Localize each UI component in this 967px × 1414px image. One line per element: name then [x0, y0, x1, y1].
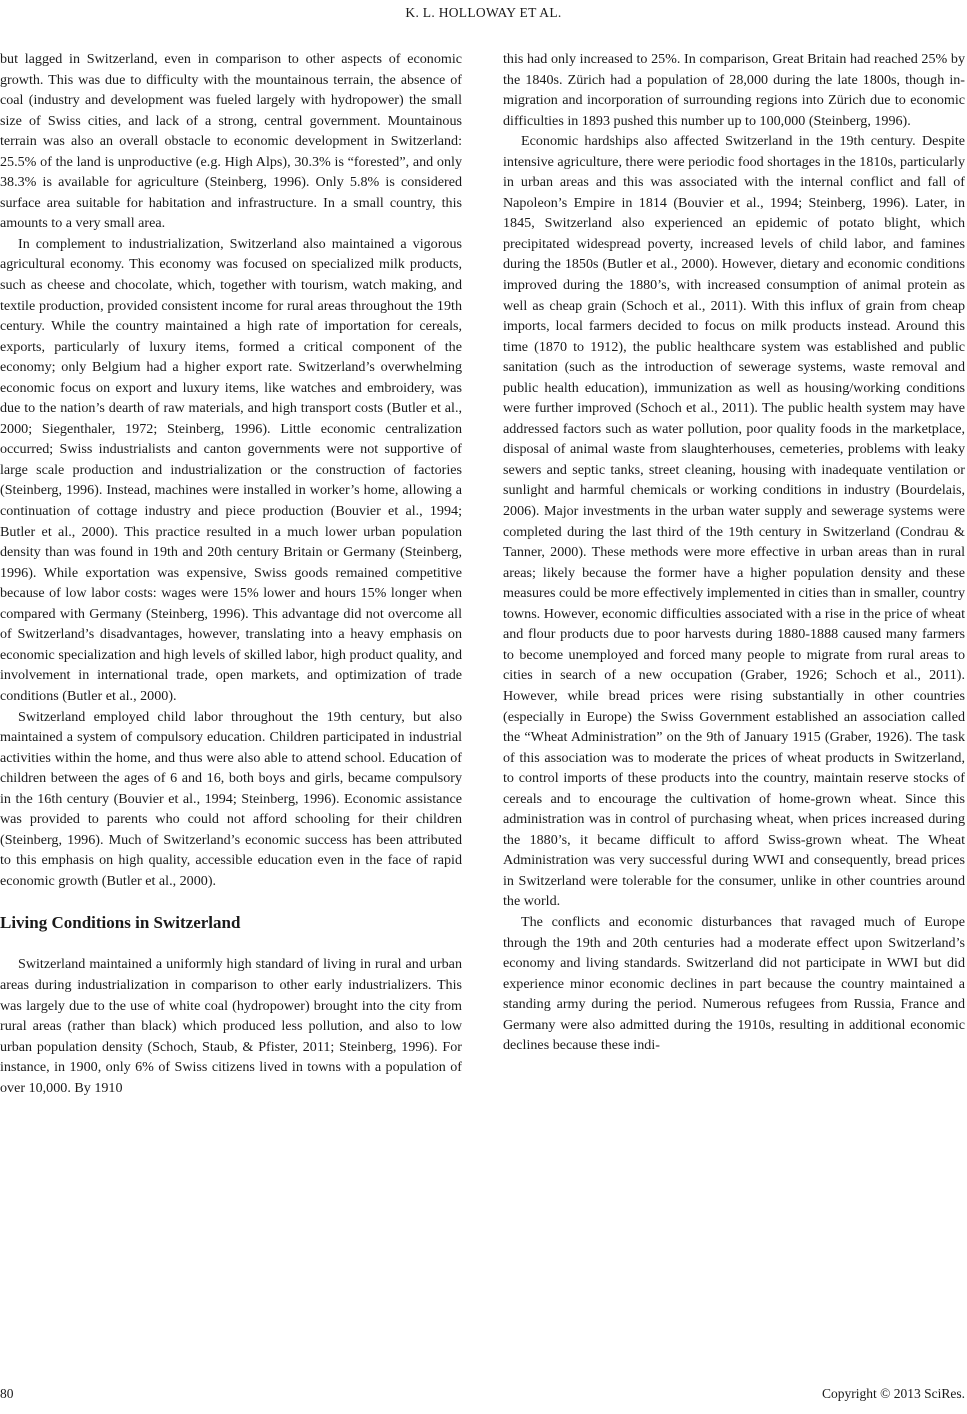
paragraph: this had only increased to 25%. In comparison, Great Britain had reached 25% by the 1840s. Zürich had a population of 28,000 during the late 1800s, though in-migration and incorporation of surrounding regions into Zürich due to economic difficulties in 1893 pushed this number up to 100,000 (Steinberg, 1996). — [503, 51, 965, 129]
page-number: 80 — [0, 1386, 14, 1401]
paragraph: In complement to industrialization, Switzerland also maintained a vigorous agricultural economy. This economy was focused on specialized milk products, such as cheese and chocolate, which, together with tourism, watch making, and textile production, provided consistent income for rural areas throughout the 19th century. While the country maintained a high rate of importation for cereals, exports, particularly of luxury items, formed a critical component of the economy; only Belgium had a higher export rate. Switzerland’s overwhelming economic focus on export and luxury items, like watches and embroidery, was due to the nation’s dearth of raw materials, and high transport costs (Butler et al., 2000; Siegenthaler, 1972; Steinberg, 1996). Little economic centralization occurred; Swiss industrialists and canton governments were not supportive of large scale production and industrialization or the construction of factories (Steinberg, 1996). Instead, machines were installed in worker’s home, allowing a continuation of cottage industry and piece production (Bouvier et al., 1994; Butler et al., 2000). This practice resulted in a much lower urban population density than was found in 19th and 20th century Britain or Germany (Steinberg, 1996). While exportation was expensive, Swiss goods remained competitive because of low labor costs: wages were 15% lower and hours 15% longer when compared with Germany (Steinberg, 1996). This advantage did not overcome all of Switzerland’s disadvantages, however, translating into a heavy emphasis on economic specialization and high levels of skilled labor, high product quality, and involvement in international trade, open markets, and optimization of trade conditions (Butler et al., 2000). — [0, 235, 462, 704]
running-head: K. L. HOLLOWAY ET AL. — [405, 5, 562, 20]
copyright-notice: Copyright © 2013 SciRes. — [821, 1386, 965, 1401]
paragraph: but lagged in Switzerland, even in comparison to other aspects of economic growth. This was due to difficulty with the mountainous terrain, the absence of coal (industry and development was fueled largely with hydropower) the small size of Swiss cities, and lack of a strong, central government. Mountainous terrain was also an overall obstacle to economic development in Switzerland: 25.5% of the land is unproductive (e.g. High Alps), 30.3% is “forested”, and only 38.3% is available for agriculture (Steinberg, 1996). Only 5.8% is considered surface area suitable for habitation and infrastructure. In a small country, this amounts to a very small area. — [0, 51, 462, 232]
paragraph: Switzerland maintained a uniformly high standard of living in rural and urban areas during industrialization in comparison to other early industrializers. This was largely due to the use of white coal (hydropower) brought into the city from rural areas (rather than black) which produced less pollution, and also to low urban population density (Schoch, Staub, & Pfister, 2011; Steinberg, 1996). For instance, in 1900, only 6% of Swiss citizens lived in towns with a population of over 10,000. By 1910 — [0, 956, 462, 1096]
section-heading: Living Conditions in Switzerland — [0, 913, 241, 933]
left-column — [0, 49, 462, 1098]
paragraph: Switzerland employed child labor throughout the 19th century, but also maintained a system of compulsory education. Children participated in industrial activities within the home, and thus were also able to attend school. Education of children between the ages of 6 and 16, both boys and girls, became compulsory in the 16th century (Bouvier et al., 1994; Steinberg, 1996). Economic assistance was provided to parents who could not afford schooling for their children (Steinberg, 1996). Much of Switzerland’s economic success has been attributed to this emphasis on high quality, accessible education even in the face of rapid economic growth (Butler et al., 2000). — [0, 708, 462, 889]
right-column — [503, 49, 965, 1056]
paragraph: The conflicts and economic disturbances that ravaged much of Europe through the 19th and 20th centuries had a moderate effect upon Switzerland’s economy and living standards. Switzerland did not participate in WWI but did experience minor economic declines in part because the country maintained a standing army during the period. Numerous refugees from Russia, France and Germany were also admitted during the 1910s, resulting in additional economic declines because these indi- — [503, 913, 965, 1054]
paragraph: Economic hardships also affected Switzerland in the 19th century. Despite intensive agriculture, there were periodic food shortages in the 1810s, particularly in urban areas and this was associated with the internal conflict and fall of Napoleon’s Empire in 1814 (Bouvier et al., 1994; Steinberg, 1996). Later, in 1845, Switzerland also experienced an epidemic of potato blight, which precipitated widespread poverty, increased levels of child labor, and famines during the 1850s (Butler et al., 2000). However, dietary and economic conditions improved during the 1880’s, with increased consumption of animal protein as well as cheap grain (Schoch et al., 2011). With this influx of grain from cheap imports, local farmers decided to focus on milk products instead. Around this time (1870 to 1912), the public healthcare system was established and public sanitation (such as the introduction of sewerage systems, waste removal and public health education), immunization as well as housing/working conditions were further improved (Schoch et al., 2011). The public health system may have addressed factors such as water pollution, poor quality foods in the marketplace, disposal of animal waste from slaughterhouses, cemeteries, problems with leaky sewers and septic tanks, street cleaning, housing with inadequate ventilation or sunlight and harmful chemicals or working conditions in industry (Bourdelais, 2006). Major investments in the urban water supply and sewerage systems were completed during the last third of the 19th century in Switzerland (Condrau & Tanner, 2000). These methods were more effective in urban areas than in rural areas; likely because the former have a higher population density and these measures could be more effectively implemented in cities than in smaller, country towns. However, economic difficulties associated with a rise in the price of wheat and flour products due to poor harvests during 1880-1888 caused many farmers to become unemployed and forced many people to migrate from rural areas to cities in search of a new occupation (Graber, 1926; Schoch et al., 2011). However, while bread prices were rising substantially in other countries (especially in Europe) the Swiss Government established an association called the “Wheat Administration” on the 9th of January 1915 (Graber, 1926). The task of this association was to moderate the prices of wheat products in Switzerland, to control imports of these products into the country, maintain reserve stocks of cereals and to encourage the cultivation of home-grown wheat. Since this administration was in control of purchasing wheat, when prices increased during the 1880’s, it became difficult to afford Swiss-grown wheat. The Wheat Administration was very successful during WWI and consequently, bread prices in Switzerland were tolerable for the consumer, unlike in other countries around the world. — [503, 133, 965, 910]
